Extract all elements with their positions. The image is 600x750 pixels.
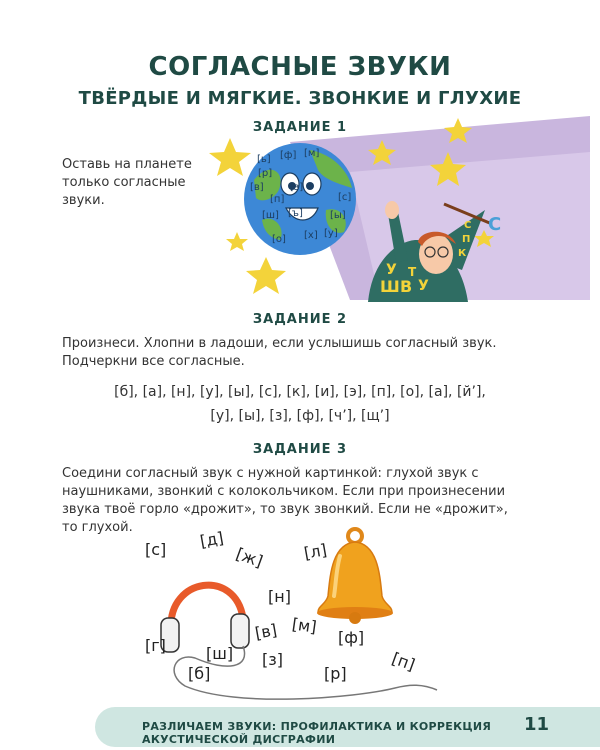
star-icon	[246, 257, 286, 294]
sound-label[interactable]: [п]	[389, 648, 418, 675]
planet-sound: [ф]	[280, 150, 297, 161]
task2-text-line: Подчеркни все согласные.	[62, 354, 245, 369]
task3-text-line: наушниками, звонкий с колокольчиком. Если при произнесении	[62, 484, 506, 499]
sound-label[interactable]: [г]	[145, 636, 166, 655]
planet-sound: [ы]	[330, 210, 346, 221]
planet-sound: [ш]	[262, 210, 279, 221]
sound-label[interactable]: [д]	[198, 528, 226, 551]
task3-text-line: Соедини согласный звук с нужной картинкой: глухой звук с	[62, 466, 479, 481]
svg-text:С: С	[464, 220, 472, 231]
planet-sound: [п]	[270, 194, 285, 205]
planet-sound: [у]	[324, 228, 338, 239]
task2-sounds	[40, 380, 560, 428]
sound-label[interactable]: [з]	[262, 650, 283, 669]
planet-sound: [м]	[304, 148, 320, 159]
svg-text:Т: Т	[408, 265, 417, 279]
sound-label[interactable]: [ф]	[338, 628, 365, 647]
svg-text:У: У	[386, 262, 397, 278]
task3-heading: ЗАДАНИЕ 3	[252, 442, 348, 457]
planet-sound: [с]	[338, 192, 352, 203]
planet-sound: [о]	[272, 234, 286, 245]
task1-heading: ЗАДАНИЕ 1	[252, 120, 348, 135]
svg-text:С: С	[488, 214, 502, 235]
svg-text:Ш: Ш	[380, 277, 400, 296]
task3-text-line: то глухой.	[62, 520, 133, 535]
sound-label[interactable]: [м]	[290, 614, 318, 637]
page-subtitle: ТВЁРДЫЕ И МЯГКИЕ. ЗВОНКИЕ И ГЛУХИЕ	[78, 88, 522, 109]
sounds-line: [б], [а], [н], [у], [ы], [с], [к], [и], [э], [п], [о], [а], [й’],	[114, 384, 486, 400]
task1-text-line: только согласные	[62, 175, 186, 190]
page-title: СОГЛАСНЫЕ ЗВУКИ	[148, 52, 452, 82]
sound-label[interactable]: [н]	[268, 587, 291, 606]
task1-text	[62, 156, 192, 210]
svg-text:К: К	[458, 248, 467, 259]
task2-text	[62, 335, 542, 371]
task2-heading: ЗАДАНИЕ 2	[252, 312, 348, 327]
svg-text:У: У	[418, 278, 429, 294]
sound-label[interactable]: [л]	[302, 540, 329, 563]
sound-label[interactable]: [в]	[253, 620, 279, 643]
sounds-line: [у], [ы], [з], [ф], [ч’], [щ’]	[210, 408, 390, 424]
planet-sound: [ъ]	[288, 208, 303, 219]
svg-text:В: В	[400, 277, 413, 296]
task3-text	[62, 465, 542, 537]
sound-label[interactable]: [ж]	[233, 543, 266, 572]
page-number: 11	[524, 714, 550, 735]
task1-text-line: звуки.	[62, 193, 105, 208]
planet-sound: [в]	[250, 182, 264, 193]
sound-label[interactable]: [с]	[145, 540, 167, 559]
sound-label[interactable]: [р]	[324, 664, 347, 683]
planet-sound: [ь]	[257, 154, 271, 165]
planet-sound: [х]	[304, 230, 318, 241]
sound-label[interactable]: [б]	[188, 664, 211, 683]
footer-text: РАЗЛИЧАЕМ ЗВУКИ: ПРОФИЛАКТИКА И КОРРЕКЦИЯ АКУСТИЧЕСКОЙ ДИСГРАФИИ	[142, 720, 492, 746]
planet-sound: [з]	[290, 182, 304, 193]
sound-label[interactable]: [ш]	[206, 644, 234, 663]
planet-sound: [р]	[258, 168, 273, 179]
task3-text-line: звука твоё горло «дрожит», то звук звонкий. Если не «дрожит»,	[62, 502, 508, 517]
task1-text-line: Оставь на планете	[62, 157, 192, 172]
task2-text-line: Произнеси. Хлопни в ладоши, если услышишь согласный звук.	[62, 336, 497, 351]
svg-text:П: П	[462, 234, 471, 245]
